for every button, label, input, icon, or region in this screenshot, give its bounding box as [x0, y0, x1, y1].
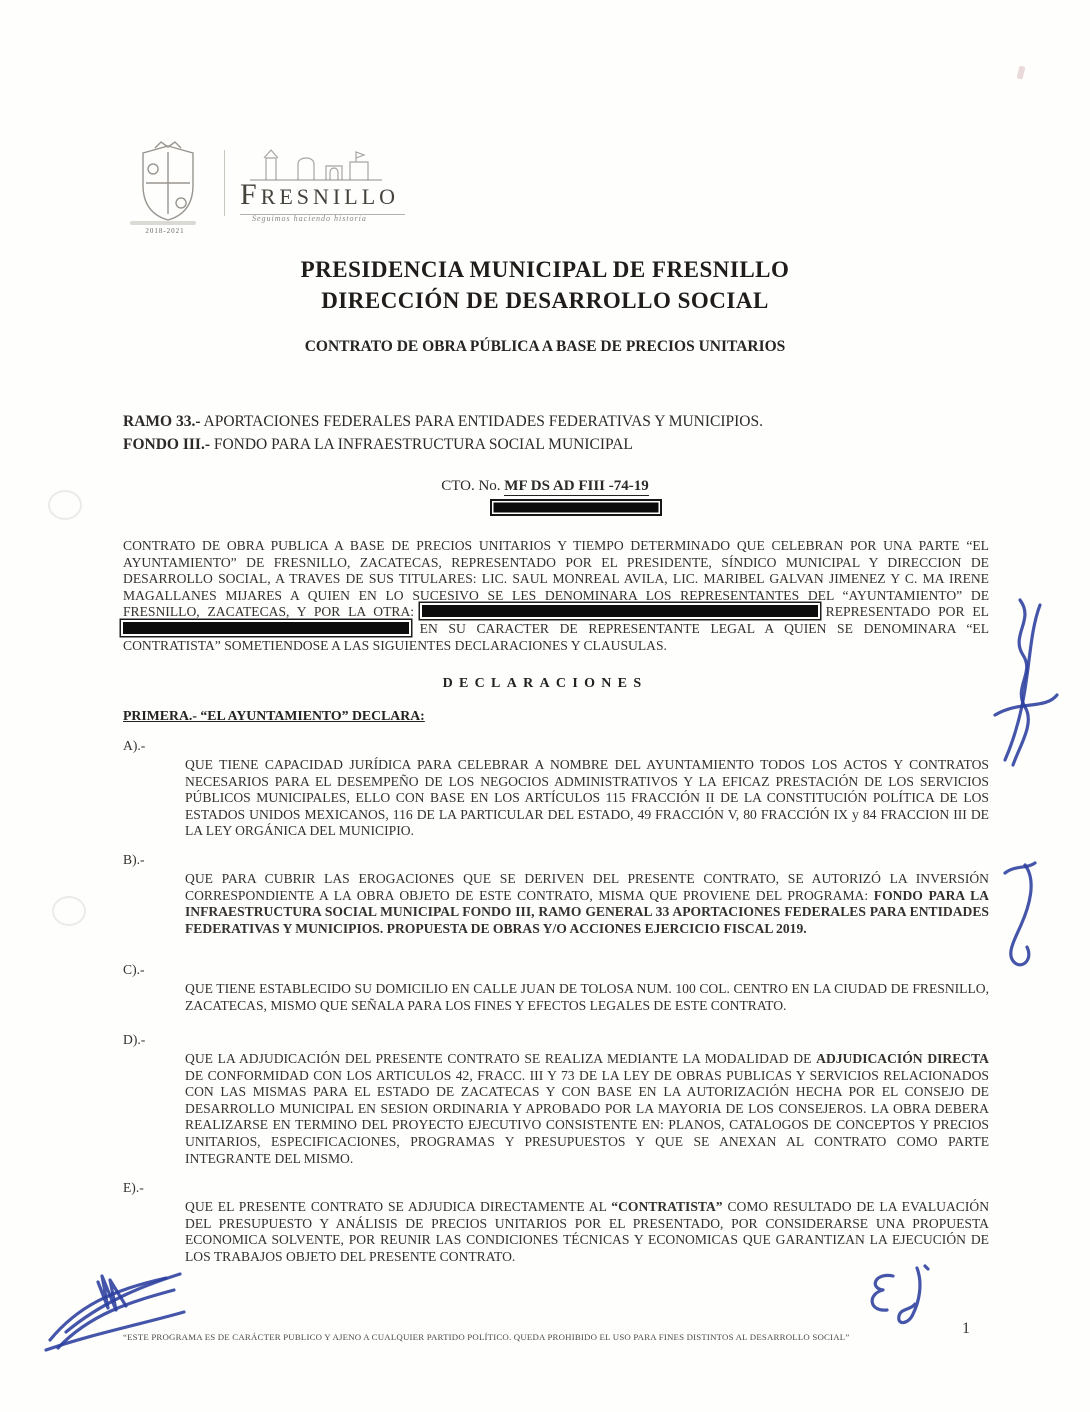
page-number: 1: [962, 1320, 970, 1337]
scan-ink-artifact: [1017, 65, 1026, 79]
program-ramo-line: [123, 410, 989, 433]
clause-a-text: [185, 757, 989, 840]
program-fondo-line: [123, 433, 989, 456]
redaction-bar-2: [123, 622, 409, 634]
contract-number-value: MF DS AD FIII -74-19: [504, 478, 649, 494]
punch-hole-artifact: [52, 896, 86, 926]
title-line-2: DIRECCIÓN DE DESARROLLO SOCIAL: [321, 288, 769, 313]
letterhead-divider: [224, 150, 225, 216]
program-block: [123, 410, 989, 456]
clause-d-body-2: DE CONFORMIDAD CON LOS ARTICULOS 42, FRACC. III Y 73 DE LA LEY DE OBRAS PUBLICAS Y SERVICIOS RELACIONADOS CON LAS MISMAS PARA EL ESTADO DE ZACATECAS Y CON BASE EN LA AUTORIZACIÓN HECHA POR EL CONSEJO DE DESARROLLO MUNICIPAL EN SESION ORDINARIA Y APROBADO POR LA MAYORIA DE LOS CONSEJEROS. LA OBRA DEBERA REALIZARSE EN TERMINO DEL PROYECTO EJECUTIVO CONSISTENTE EN: PLANOS, CATALOGOS DE CONCEPTOS Y PRECIOS UNITARIOS, ESPECIFICACIONES, PROGRAMAS Y PRESUPUESTOS Y QUE SE ANEXAN AL CONTRATO COMO PARTE INTEGRANTE DEL MISMO.: [185, 1067, 989, 1166]
clause-d-text: [185, 1051, 989, 1167]
document-subtitle: CONTRATO DE OBRA PÚBLICA A BASE DE PRECIOS UNITARIOS: [304, 338, 786, 355]
intro-paragraph: [123, 538, 989, 654]
footer-disclaimer: “ESTE PROGRAMA ES DE CARÁCTER PUBLICO Y AJENO A CUALQUIER PARTIDO POLÍTICO. QUEDA PROHIBIDO EL USO PARA FINES DISTINTOS AL DESARROLLO SOCIAL”: [123, 1332, 850, 1342]
clause-a: [123, 738, 989, 840]
declaraciones-heading: DECLARACIONES: [442, 676, 648, 691]
clause-b-text: [185, 871, 989, 937]
intro-text-3: EN SU CARACTER DE REPRESENTANTE LEGAL A QUIEN SE DENOMINARA “EL CONTRATISTA” SOMETIENDOSE A LAS SIGUIENTES DECLARACIONES Y CLAUSULAS.: [123, 620, 989, 653]
clause-b-bold-program: FONDO PARA LA INFRAESTRUCTURA SOCIAL MUNICIPAL FONDO III, RAMO GENERAL 33 APORTACIONES FEDERALES PARA ENTIDADES FEDERATIVAS Y MUNICIPIOS. PROPUESTA DE OBRAS Y/O ACCIONES EJERCICIO FISCAL 2019.: [185, 887, 989, 936]
contract-number: [0, 478, 1090, 495]
initials-bottom-right: [855, 1258, 945, 1333]
ramo-label: RAMO 33.-: [123, 413, 201, 430]
municipal-crest-logo: [133, 140, 203, 227]
clause-e-body-1: QUE EL PRESENTE CONTRATO SE ADJUDICA DIRECTAMENTE AL: [185, 1199, 612, 1214]
contract-number-prefix: CTO. No.: [441, 478, 505, 494]
ramo-text: APORTACIONES FEDERALES PARA ENTIDADES FEDERATIVAS Y MUNICIPIOS.: [200, 413, 763, 430]
contract-number-redaction-bar: [490, 499, 662, 516]
clause-e-bold-contratista: “CONTRATISTA”: [611, 1199, 723, 1214]
clause-b-label: B).-: [123, 852, 145, 867]
clause-c-text: [185, 981, 989, 1014]
title-line-1: PRESIDENCIA MUNICIPAL DE FRESNILLO: [300, 257, 790, 282]
clause-c-label: C).-: [123, 962, 145, 977]
clause-a-body: QUE TIENE CAPACIDAD JURÍDICA PARA CELEBRAR A NOMBRE DEL AYUNTAMIENTO TODOS LOS ACTOS Y CONTRATOS NECESARIOS PARA EL DESEMPEÑO DE LOS NEGOCIOS ADMINISTRATIVOS Y LA EFICAZ PRESTACIÓN DE LOS SERVICIOS PÚBLICOS MUNICIPALES, ELLO CON BASE EN LOS ARTÍCULOS 115 FRACCIÓN II DE LA CONSTITUCIÓN POLÍTICA DE LOS ESTADOS UNIDOS MEXICANOS, 116 DE LA PARTICULAR DEL ESTADO, 49 FRACCIÓN V, 80 FRACCIÓN IX y 84 FRACCION III DE LA LEY ORGÁNICA DEL MUNICIPIO.: [185, 757, 989, 839]
clause-b: [123, 852, 989, 937]
signature-bottom-left: [42, 1262, 192, 1362]
clause-e: [123, 1180, 989, 1265]
clause-c-body: QUE TIENE ESTABLECIDO SU DOMICILIO EN CALLE JUAN DE TOLOSA NUM. 100 COL. CENTRO EN LA CIUDAD DE FRESNILLO, ZACATECAS, MISMO QUE SEÑALA PARA LOS FINES Y EFECTOS LEGALES DE ESTE CONTRATO.: [185, 981, 989, 1013]
primera-heading: PRIMERA.- “EL AYUNTAMIENTO” DECLARA:: [123, 708, 425, 723]
clause-e-body-2: COMO RESULTADO DE LA EVALUACIÓN DEL PRESUPUESTO Y ANÁLISIS DE PRECIOS UNITARIOS POR EL PRESENTADO, POR CONSIDERARSE UNA PROPUESTA ECONOMICA SOLVENTE, POR REUNIR LAS CONDICIONES TÉCNICAS Y ECONOMICAS QUE GARANTIZAN LA EJECUCIÓN DE LOS TRABAJOS OBJETO DEL PRESENTE CONTRATO.: [185, 1199, 990, 1264]
fresnillo-tagline: Seguimos haciendo historia: [252, 214, 367, 223]
fresnillo-wordmark: FRESNILLO: [240, 178, 405, 215]
redaction-bar-1: [422, 605, 818, 617]
clause-d-bold-modalidad: ADJUDICACIÓN DIRECTA: [816, 1051, 989, 1066]
document-title: [0, 254, 1090, 316]
clause-b-body: QUE PARA CUBRIR LAS EROGACIONES QUE SE DERIVEN DEL PRESENTE CONTRATO, SE AUTORIZÓ LA INVERSIÓN CORRESPONDIENTE A LA OBRA OBJETO DE ESTE CONTRATO, MISMA QUE PROVIENE DEL PROGRAMA:: [185, 871, 989, 903]
fondo-text: FONDO PARA LA INFRAESTRUCTURA SOCIAL MUNICIPAL: [209, 436, 633, 453]
clause-a-label: A).-: [123, 738, 146, 753]
intro-text-1: CONTRATO DE OBRA PUBLICA A BASE DE PRECIOS UNITARIOS Y TIEMPO DETERMINADO QUE CELEBRAN POR UNA PARTE “EL AYUNTAMIENTO” DE FRESNILLO, ZACATECAS, REPRESENTADO POR EL PRESIDENTE, SÍNDICO MUNICIPAL Y DIRECCION DE DESARROLLO SOCIAL, A TRAVES DE SUS TITULARES: LIC. SAUL MONREAL AVILA, LIC. MARIBEL GALVAN JIMENEZ Y C. MA IRENE MAGALLANES MIJARES A QUIEN EN LO SUCESIVO SE LES DENOMINARA LOS REPRESENTANTES DEL “AYUNTAMIENTO” DE FRESNILLO, ZACATECAS, Y POR LA OTRA:: [123, 538, 989, 620]
clause-d: [123, 1032, 989, 1167]
clause-d-body-1: QUE LA ADJUDICACIÓN DEL PRESENTE CONTRATO SE REALIZA MEDIANTE LA MODALIDAD DE: [185, 1051, 817, 1066]
fondo-label: FONDO III.-: [123, 436, 210, 453]
crest-caption: 2018-2021: [145, 227, 185, 235]
clause-e-text: [185, 1199, 989, 1265]
crest-shield-icon: [133, 140, 203, 222]
clause-e-label: E).-: [123, 1180, 144, 1195]
intro-text-2: REPRESENTADO POR EL: [817, 604, 989, 620]
crest-caption-smudge: [130, 221, 196, 225]
clause-d-label: D).-: [123, 1032, 146, 1047]
clause-c: [123, 962, 989, 1014]
